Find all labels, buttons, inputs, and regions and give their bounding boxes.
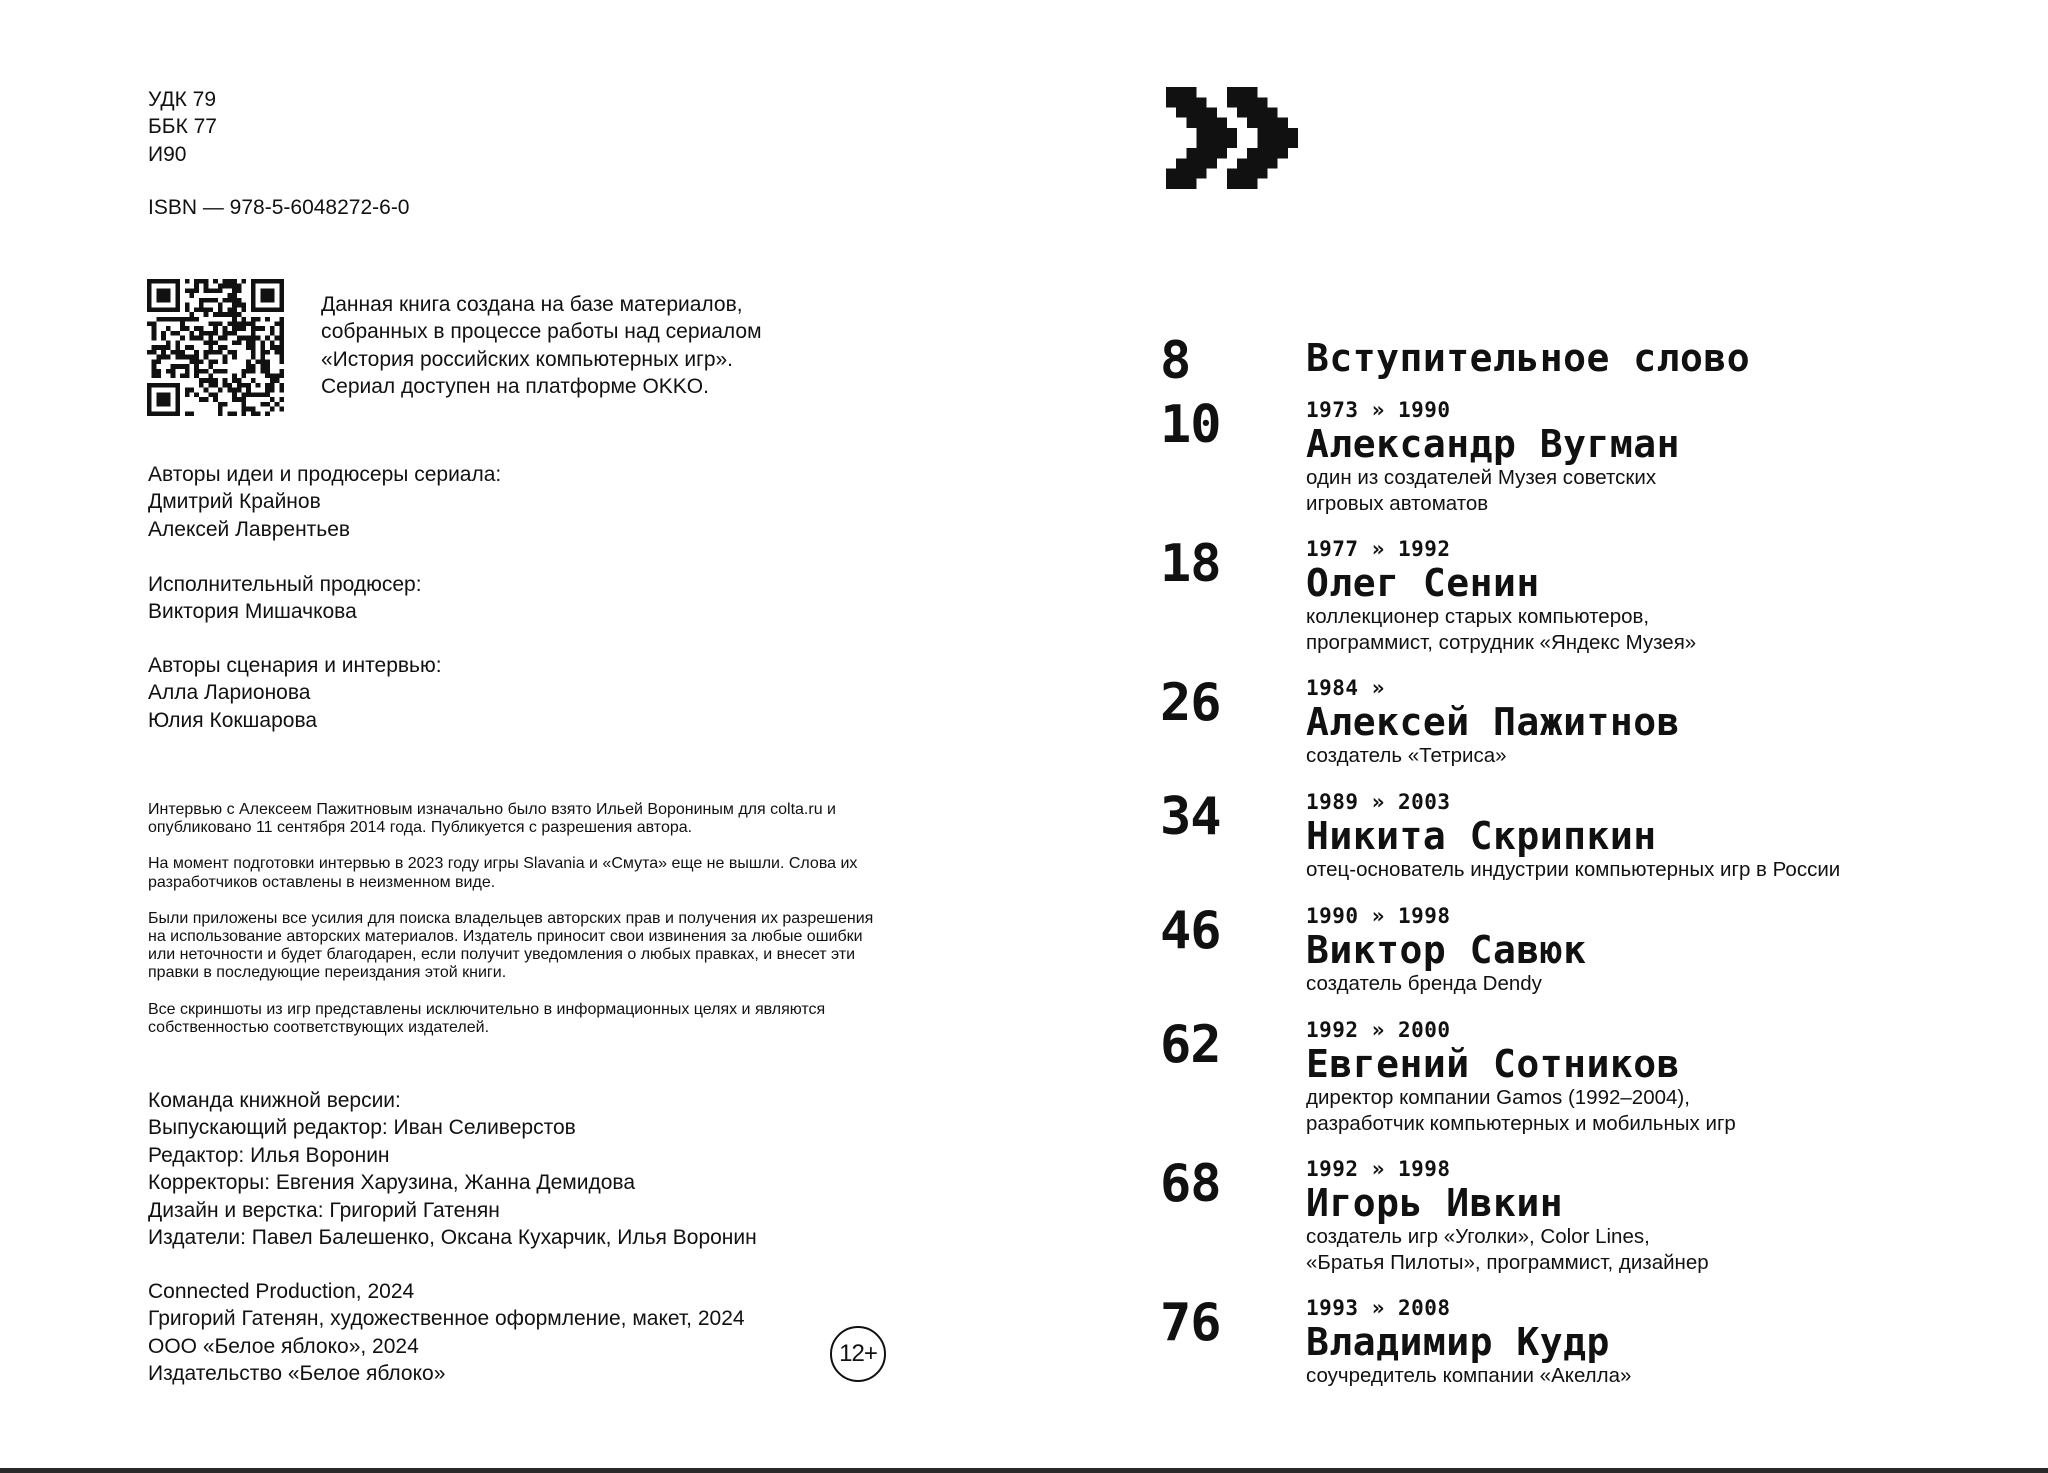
credit-line: Дизайн и верстка: Григорий Гатенян (148, 1198, 500, 1222)
toc-person-name: Владимир Кудр (1306, 1320, 1610, 1364)
credit-line: Издатели: Павел Балешенко, Оксана Кухарчик, Илья Воронин (148, 1226, 757, 1250)
series-description-line: собранных в процессе работы над сериалом (321, 320, 762, 344)
series-description-line: «История российских компьютерных игр». (321, 347, 734, 371)
toc-description-line: директор компании Gamos (1992–2004), (1306, 1086, 1690, 1109)
series-description-line: Данная книга создана на базе материалов, (321, 293, 743, 316)
toc-entry-body (1306, 538, 2026, 655)
credit-name: Дмитрий Крайнов (148, 490, 321, 514)
toc-description-line: разработчик компьютерных и мобильных игр (1306, 1111, 1736, 1135)
note-paragraph: Все скриншоты из игр представлены исключительно в информационных целях и являются собственностью соответствующих издателей. (148, 1000, 826, 1036)
series-description-line: Сериал доступен на платформе OKKO. (321, 375, 709, 399)
credit-name: Виктория Мишачкова (148, 600, 357, 624)
toc-page-number: 8 (1160, 331, 1191, 391)
toc-years: 1984 » (1306, 676, 1385, 700)
toc-person-name: Игорь Ивкин (1306, 1181, 1564, 1225)
toc-description-line: программист, сотрудник «Яндекс Музея» (1306, 630, 1697, 654)
credit-name: Алексей Лаврентьев (148, 517, 351, 541)
toc-years: 1993 » 2008 (1306, 1296, 1451, 1320)
toc-entry-body (1306, 677, 2026, 769)
udk-code: УДК 79 (148, 88, 217, 111)
toc-person-name: Евгений Сотников (1306, 1042, 1681, 1086)
credit-line: Выпускающий редактор: Иван Селиверстов (148, 1116, 576, 1140)
note-paragraph: Интервью с Алексеем Пажитновым изначально было взято Ильей Ворониным для colta.ru и опубликовано 11 сентября 2014 года. Публикуется с разрешения автора. (148, 801, 836, 837)
legal-notes (148, 801, 888, 1055)
isbn: ISBN — 978-5-6048272-6-0 (148, 196, 410, 219)
classification-codes (148, 86, 217, 168)
page-bottom-edge (0, 1468, 2048, 1473)
executive-producer-credits (148, 571, 422, 626)
qr-code-icon[interactable] (147, 279, 284, 416)
toc-description-line: создатель бренда Dendy (1306, 972, 1542, 995)
copyright-line: Издательство «Белое яблоко» (148, 1362, 446, 1386)
copyright-imprint (148, 1278, 745, 1388)
toc-entry-body (1306, 399, 2026, 516)
toc-description-line: «Братья Пилоты», программист, дизайнер (1306, 1250, 1709, 1274)
toc-page-number: 18 (1160, 534, 1221, 594)
toc-years: 1977 » 1992 (1306, 537, 1451, 561)
toc-person-name: Никита Скрипкин (1306, 814, 1657, 858)
credit-heading: Команда книжной версии: (148, 1089, 401, 1112)
toc-years: 1992 » 2000 (1306, 1018, 1451, 1042)
book-team-credits (148, 1087, 757, 1251)
toc-page-number: 10 (1160, 395, 1221, 455)
toc-page-number: 76 (1160, 1293, 1221, 1353)
pixel-double-chevron-logo-icon (1166, 86, 1298, 190)
credit-heading: Авторы идеи и продюсеры сериала: (148, 463, 502, 486)
toc-description-line: коллекционер старых компьютеров, (1306, 605, 1650, 628)
note-paragraph: Были приложены все усилия для поиска владельцев авторских прав и получения их разрешения на использование авторских материалов. Издатель приносит свои извинения за любые ошибки или неточности и будет благодарен, если получит уведомления о любых правках, и внесет эти правки в последующие переиздания этой книги. (148, 909, 874, 982)
toc-person-name: Олег Сенин (1306, 561, 1540, 605)
toc-person-name: Алексей Пажитнов (1306, 700, 1681, 744)
copyright-line: Connected Production, 2024 (148, 1280, 415, 1303)
credit-name: Юлия Кокшарова (148, 708, 318, 732)
toc-entry-body (1306, 791, 2026, 883)
credit-heading: Авторы сценария и интервью: (148, 654, 442, 677)
toc-entry-body (1306, 1297, 2026, 1389)
toc-years: 1973 » 1990 (1306, 398, 1451, 422)
toc-entry-body (1306, 1158, 2026, 1275)
toc-entry-body (1306, 905, 2026, 997)
credit-line: Редактор: Илья Воронин (148, 1143, 390, 1167)
age-rating-badge: 12+ (830, 1326, 886, 1382)
toc-page-number: 34 (1160, 787, 1221, 847)
toc-person-name: Виктор Савюк (1306, 928, 1587, 972)
credit-name: Алла Ларионова (148, 681, 311, 705)
toc-description-line: создатель игр «Уголки», Color Lines, (1306, 1225, 1650, 1248)
toc-page-number: 26 (1160, 673, 1221, 733)
series-description (321, 291, 762, 401)
toc-description-line: игровых автоматов (1306, 491, 1489, 515)
toc-years: 1992 » 1998 (1306, 1157, 1451, 1181)
toc-entry-body (1306, 335, 2026, 379)
credit-heading: Исполнительный продюсер: (148, 573, 422, 596)
toc-title: Вступительное слово (1306, 336, 1751, 380)
toc-description-line: отец-основатель индустрии компьютерных игр в России (1306, 858, 1841, 881)
copyright-line: ООО «Белое яблоко», 2024 (148, 1334, 419, 1358)
toc-years: 1990 » 1998 (1306, 904, 1451, 928)
toc-description-line: один из создателей Музея советских (1306, 466, 1657, 489)
toc-years: 1989 » 2003 (1306, 790, 1451, 814)
author-mark: И90 (148, 142, 187, 166)
copyright-line: Григорий Гатенян, художественное оформление, макет, 2024 (148, 1307, 745, 1331)
toc-description-line: соучредитель компании «Акелла» (1306, 1364, 1632, 1387)
script-authors-credits (148, 652, 442, 734)
toc-entry-body (1306, 1019, 2026, 1136)
toc-person-name: Александр Вугман (1306, 422, 1681, 466)
bbk-code: ББК 77 (148, 115, 217, 139)
toc-page-number: 46 (1160, 901, 1221, 961)
note-paragraph: На момент подготовки интервью в 2023 году игры Slavania и «Смута» еще не вышли. Слова их разработчиков оставлены в неизменном виде. (148, 855, 858, 891)
toc-page-number: 62 (1160, 1015, 1221, 1075)
producers-credits (148, 461, 501, 543)
credit-line: Корректоры: Евгения Харузина, Жанна Демидова (148, 1171, 635, 1195)
toc-page-number: 68 (1160, 1154, 1221, 1214)
toc-description-line: создатель «Тетриса» (1306, 744, 1507, 767)
